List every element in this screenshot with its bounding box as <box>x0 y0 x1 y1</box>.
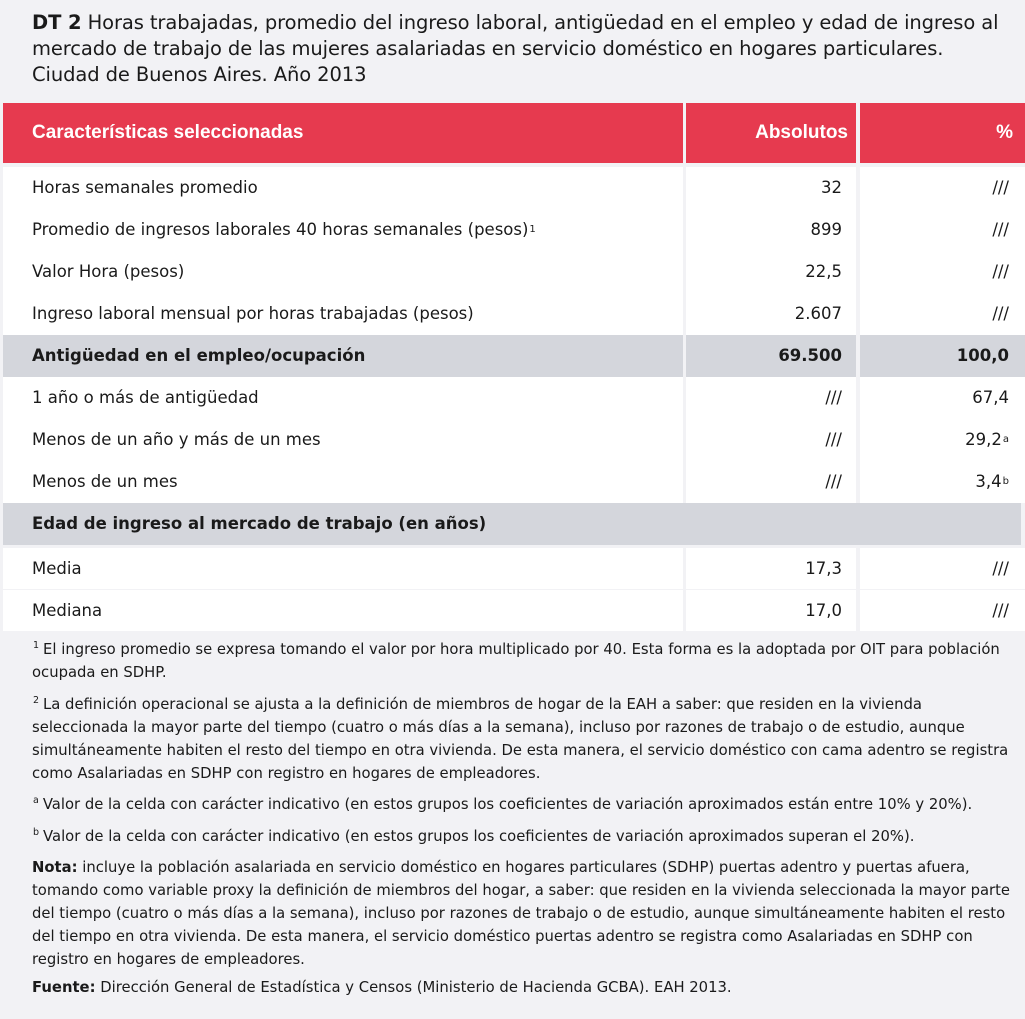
footnote-a: $^a$ Valor de la celda con carácter indicativo (en estos grupos los coeficientes de variación aproximados están entre 10% y 20%). <box>33 795 973 813</box>
footnote-2: $^2$ La definición operacional se ajusta a la definición de miembros de hogar de la EAH a saber: que residen en la vivienda seleccionada la mayor parte del tiempo (cuatro o más días a la semana), incluso por razones de trabajo o de estudio, aunque simultáneamente habiten el resto del tiempo en otra vivienda. De esta manera, el servicio doméstico con cama adentro se registra como Asalariadas en SDHP con registro en hogares de empleadores. <box>32 694 1009 782</box>
row-label: Ingreso laboral mensual por horas trabajadas (pesos) <box>3 293 683 335</box>
table-row <box>0 167 1025 209</box>
table-row <box>0 419 1025 461</box>
header-absolutes: Absolutos <box>686 103 856 163</box>
footnote-1: $^1$ El ingreso promedio se expresa tomando el valor por hora multiplicado por 40. Esta forma es la adoptada por OIT para población ocupada en SDHP. <box>32 640 1000 681</box>
data-table <box>0 103 1025 631</box>
row-percent: /// <box>860 293 1025 335</box>
row-label: Mediana <box>3 590 683 632</box>
table-row <box>0 377 1025 419</box>
footnote-b: $^b$ Valor de la celda con carácter indicativo (en estos grupos los coeficientes de variación aproximados superan el 20%). <box>33 826 915 845</box>
row-label: Promedio de ingresos laborales 40 horas semanales (pesos) 1 <box>3 209 683 251</box>
header-percent: % <box>860 103 1025 163</box>
table-group-row <box>0 503 1025 545</box>
row-absolute: 69.500 <box>686 335 856 377</box>
table-row <box>0 461 1025 503</box>
row-label: Antigüedad en el empleo/ocupación <box>3 335 683 377</box>
table-code: DT 2 <box>32 11 82 34</box>
row-label: Valor Hora (pesos) <box>3 251 683 293</box>
row-label: Media <box>3 548 683 590</box>
row-label: Menos de un año y más de un mes <box>3 419 683 461</box>
row-absolute: 2.607 <box>686 293 856 335</box>
row-absolute: 22,5 <box>686 251 856 293</box>
row-absolute: 17,0 <box>686 590 856 632</box>
row-label: 1 año o más de antigüedad <box>3 377 683 419</box>
row-absolute: 899 <box>686 209 856 251</box>
table-row <box>0 548 1025 590</box>
table-header-row <box>0 103 1025 163</box>
footnotes <box>32 638 1017 1008</box>
row-label: Horas semanales promedio <box>3 167 683 209</box>
row-percent: /// <box>860 209 1025 251</box>
row-absolute: /// <box>686 461 856 503</box>
row-label: Edad de ingreso al mercado de trabajo (en años) <box>3 503 1021 545</box>
row-percent: 3,4 b <box>860 461 1025 503</box>
row-absolute: 32 <box>686 167 856 209</box>
row-percent: 29,2 a <box>860 419 1025 461</box>
row-percent: 100,0 <box>860 335 1025 377</box>
row-absolute: 17,3 <box>686 548 856 590</box>
source: Fuente: Dirección General de Estadística y Censos (Ministerio de Hacienda GCBA). EAH 2013. <box>32 979 732 996</box>
header-characteristics: Características seleccionadas <box>3 103 683 163</box>
row-percent: /// <box>860 167 1025 209</box>
table-title-text: Horas trabajadas, promedio del ingreso laboral, antigüedad en el empleo y edad de ingreso al mercado de trabajo de las mujeres asalariadas en servicio doméstico en hogares particulares. Ciudad de Buenos Aires. Año 2013 <box>32 11 999 86</box>
note: Nota: incluye la población asalariada en servicio doméstico en hogares particulares (SDHP) puertas adentro y puertas afuera, tomando como variable proxy la definición de miembros del hogar, a saber: que residen en la vivienda seleccionada la mayor parte del tiempo (cuatro o más días a la semana), incluso por razones de trabajo o de estudio, aunque simultáneamente habiten el resto del tiempo en otra vivienda. De esta manera, el servicio doméstico puertas adentro se registra como Asalariadas en SDHP con registro en hogares de empleadores. <box>32 859 1011 968</box>
row-percent: /// <box>860 590 1025 632</box>
row-percent: /// <box>860 548 1025 590</box>
table-title <box>32 10 1007 88</box>
row-label: Menos de un mes <box>3 461 683 503</box>
row-percent: /// <box>860 251 1025 293</box>
row-absolute: /// <box>686 419 856 461</box>
table-row <box>0 590 1025 632</box>
table-row <box>0 293 1025 335</box>
table-row <box>0 251 1025 293</box>
row-absolute: /// <box>686 377 856 419</box>
table-row <box>0 209 1025 251</box>
row-percent: 67,4 <box>860 377 1025 419</box>
table-group-row <box>0 335 1025 377</box>
